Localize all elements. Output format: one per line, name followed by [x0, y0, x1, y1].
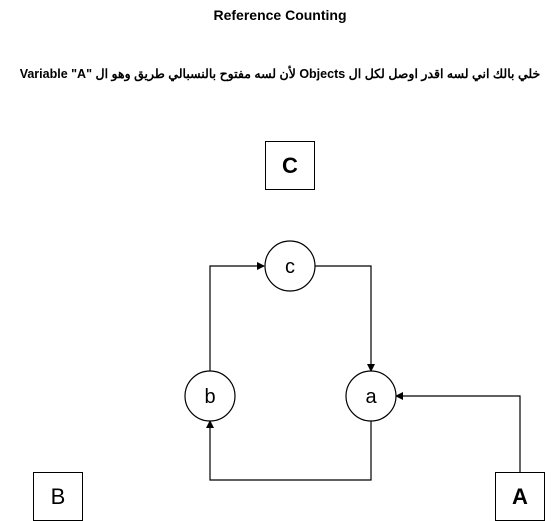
- note-prefix: Variable "A": [19, 67, 93, 81]
- edge-b-to-c: [210, 266, 264, 372]
- object-node-b: [185, 371, 235, 421]
- variable-box-a: A: [495, 472, 545, 521]
- diagram-title: Reference Counting: [213, 7, 347, 23]
- object-node-a: [346, 371, 396, 421]
- edge-c-to-a: [315, 266, 371, 371]
- edge-A-to-a: [396, 396, 520, 472]
- edge-a-to-b: [210, 421, 371, 480]
- node-label-b: b: [204, 386, 216, 408]
- note-rtl-text: خلي بالك اني لسه اقدر اوصل لكل ال Objects لأن لسه مفتوح بالنسبالي طريق وهو ال: [95, 67, 541, 81]
- variable-box-c: C: [265, 141, 315, 190]
- node-label-c: c: [285, 256, 295, 278]
- variable-box-b: B: [33, 472, 83, 521]
- object-node-c: [265, 241, 315, 291]
- node-label-a: a: [365, 386, 377, 408]
